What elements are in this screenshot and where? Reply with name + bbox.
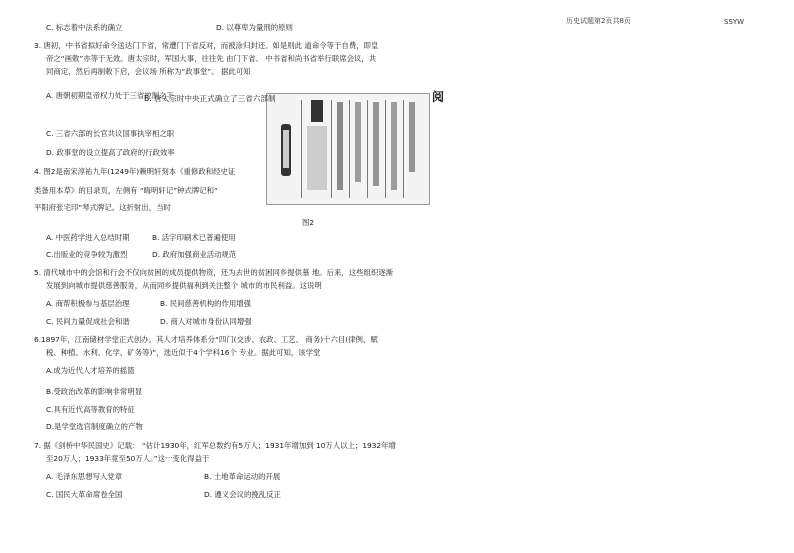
q6-option-c: C.具有近代高等教育的特征 xyxy=(46,405,135,414)
q5-option-b: B. 民间慈善机构的作用增强 xyxy=(160,299,252,308)
q3-option-c: C. 三省六部的长官共议国事执宰相之职 xyxy=(46,129,175,138)
page-header-code: SSYW xyxy=(724,18,745,26)
q6-stem-line-2: 税、种植、水利、化学、矿务等)”，选近似于4个学科16个 专业。据此可知，该学堂 xyxy=(46,348,321,357)
q3-option-b: B. 唐太宗时中央正式确立了三省六部制 xyxy=(144,94,276,103)
q3-stem-line-2: 帝之“画敕”亦等于无效。唐太宗时，军国大事，往往先 由门下省、 中书省和尚书省举行联席会议，共 xyxy=(46,54,377,63)
q4-stem-line-2: 类备用本草》的目录页，左侧有 “晦明轩记”钟式牌记和“ xyxy=(34,186,218,195)
q5-option-c: C. 民间力量促成社会和谐 xyxy=(46,317,130,326)
q7-option-c: C. 国民大革命席卷全国 xyxy=(46,490,123,499)
page-header-title: 历史试题第2页共8页 xyxy=(566,17,631,25)
q7-option-d: D. 遵义会议的挽乱反正 xyxy=(204,490,281,499)
q4-stem-line-1: 4. 图2是南宋淳祐九年(1249年)赖明轩刻本《重修政和经史证 xyxy=(34,167,236,176)
q6-option-b: B.受政治改革的影响非常明显 xyxy=(46,387,143,396)
margin-character: 阅 xyxy=(432,90,445,104)
figure-2-book-catalog xyxy=(266,93,430,205)
q5-stem-line-2: 发展到向城市提供慈善服务，从而同乡提供福利到关注整个 城市的市民利益。这说明 xyxy=(46,281,322,290)
q5-stem-line-1: 5. 清代城市中的会馆和行会不仅向贫困的成员提供物资，还为去世的贫困同乡提供墓 地。后来，这些组织逐渐 xyxy=(34,268,394,277)
q4-option-b: B. 活字印刷术已普遍使用 xyxy=(152,233,236,242)
q7-option-a: A. 毛泽东思想写入党章 xyxy=(46,472,123,481)
q4-option-d: D. 政府加强商业活动规范 xyxy=(152,250,237,259)
q2-option-d: D. 以尊卑为量刑的原则 xyxy=(216,23,293,32)
q6-option-d: D.是学堂选官制度确立的产物 xyxy=(46,422,143,431)
q6-option-a: A.成为近代人才培养的摇篮 xyxy=(46,366,135,375)
q3-stem-line-3: 同商定，然后再制敕下启，会议场 所称为“政事堂”。 据此可知 xyxy=(46,67,251,76)
q4-option-a: A. 中医药学进入总结时期 xyxy=(46,233,130,242)
q7-stem-line-1: 7. 据《剑桥中华民国史》记载： “估计1930年，红军总数约有5万人；1931年增加到 10万人以上；1932年增 xyxy=(34,441,396,450)
q3-option-d: D. 政事堂的设立提高了政府的行政效率 xyxy=(46,148,175,157)
q5-option-d: D. 商人对城市身份认同增强 xyxy=(160,317,252,326)
q3-stem-line-1: 3. 唐初，中书省拟好命令送达门下省，常遭门下省反对，而被涂归封还。如是则此 道命令等于自费，即皇 xyxy=(34,41,379,50)
q3-option-a: A. 唐朝初期皇帝权力处于三省控制之下 xyxy=(46,91,174,100)
q7-option-b: B. 土地革命运动的开展 xyxy=(204,472,281,481)
q2-option-c: C. 标志着中法系的确立 xyxy=(46,23,123,32)
q4-stem-line-3: 平阳府张宅印”琴式牌记。这折射出，当时 xyxy=(34,203,171,212)
q4-option-c: C.出版业的竞争较为激烈 xyxy=(46,250,128,259)
figure-2-caption: 图2 xyxy=(302,218,315,227)
q5-option-a: A. 商帮积极参与基层治理 xyxy=(46,299,130,308)
q6-stem-line-1: 6.1897年，江南储材学堂正式创办。其人才培养体系分“四门(交涉、农政、工艺、 商务)十六目(律例、赋 xyxy=(34,335,378,344)
q7-stem-line-2: 至20万人；1933年竟至50万人。”这一变化得益于 xyxy=(46,454,210,463)
